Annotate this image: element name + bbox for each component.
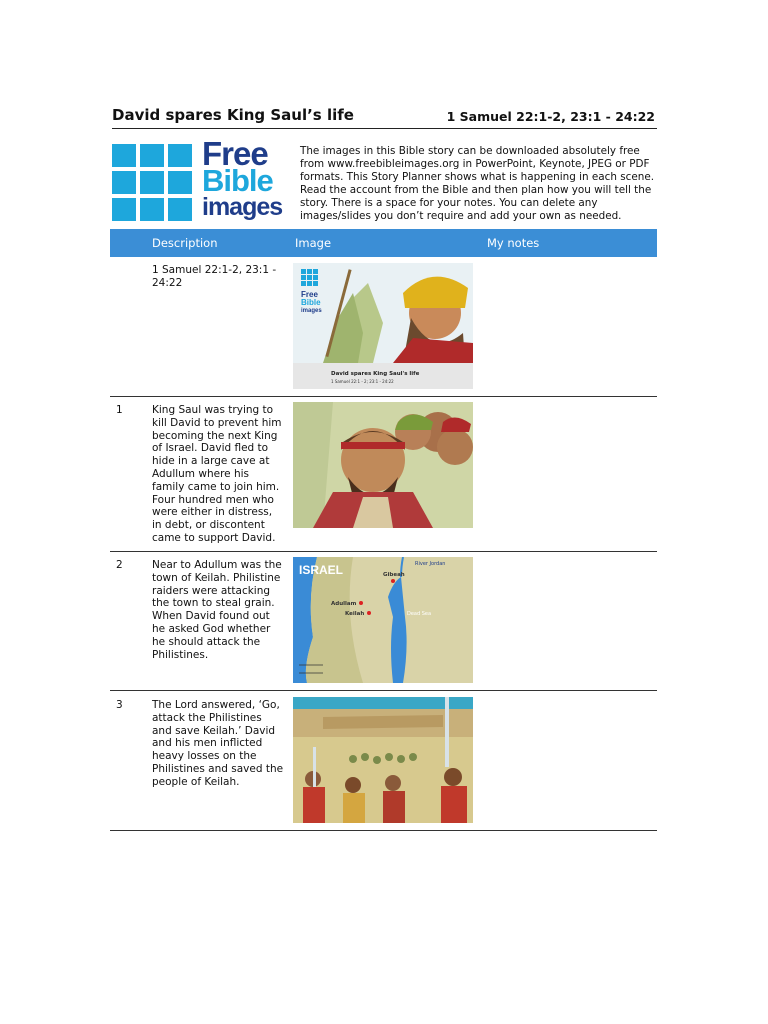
column-description: Description — [152, 236, 218, 250]
row-number: 1 — [116, 404, 123, 416]
document-title: David spares King Saul’s life — [112, 106, 354, 124]
logo-wordmark — [202, 135, 283, 221]
map-label-gibeah: Gibeah — [383, 572, 405, 578]
title-slide-image[interactable] — [293, 263, 473, 389]
svg-text:images: images — [301, 308, 322, 314]
david-and-men-image[interactable] — [293, 402, 473, 528]
logo-word-bible: Bible — [202, 163, 273, 198]
free-bible-images-logo — [112, 135, 283, 226]
row-description: The Lord answered, ‘Go, attack the Philistines and save Keilah.’ David and his men inflicted heavy losses on the Philistines and saved the people of Keilah. — [152, 699, 284, 788]
intro-paragraph: The images in this Bible story can be downloaded absolutely free from www.freebibleimages.org in PowerPoint, Keynote, JPEG or PDF formats. This Story Planner shows what is happening in each scene. Read the account from the Bible and then plan how you will tell the story. There is a space for your notes. You can delete any images/slides you don’t require and add your own as needed. — [300, 145, 655, 222]
column-my-notes: My notes — [487, 236, 540, 250]
battle-image[interactable] — [293, 697, 473, 823]
svg-text:Bible: Bible — [301, 298, 321, 307]
row-number: 2 — [116, 559, 123, 571]
logo-word-images: images — [202, 193, 283, 221]
logo-grid-icon — [112, 144, 194, 224]
map-label-adullam: Adullam — [331, 601, 357, 607]
map-label-keilah: Keilah — [345, 611, 365, 617]
column-image: Image — [295, 236, 332, 250]
document-header — [112, 104, 657, 129]
row-description: Near to Adullum was the town of Keilah. Philistine raiders were attacking the town to steal grain. When David found out he asked God whether he should attack the Philistines. — [152, 559, 282, 661]
logo-word-free: Free — [202, 135, 268, 172]
row-description: King Saul was trying to kill David to prevent him becoming the next King of Israel. David fled to hide in a large cave at Adullum where his family came to join him. Four hundred men who were either in distress, in debt, or discontent came to support David. — [152, 404, 282, 544]
map-label-dead-sea: Dead Sea — [407, 611, 432, 617]
slide-caption-title: David spares King Saul's life — [331, 371, 420, 377]
map-label-river-jordan: River Jordan — [415, 561, 446, 567]
table-row — [110, 396, 657, 552]
row-description: 1 Samuel 22:1-2, 23:1 - 24:22 — [152, 264, 277, 289]
table-row — [110, 551, 657, 691]
table-row — [110, 257, 657, 397]
row-number: 3 — [116, 699, 123, 711]
table-row — [110, 690, 657, 831]
map-title: ISRAEL — [299, 563, 344, 577]
scripture-reference: 1 Samuel 22:1-2, 23:1 - 24:22 — [446, 109, 655, 124]
svg-text:Free: Free — [301, 290, 318, 299]
slide-caption-reference: 1 Samuel 22:1 - 2; 23:1 - 24:22 — [331, 379, 394, 384]
israel-map-image[interactable] — [293, 557, 473, 683]
table-header — [110, 229, 657, 257]
